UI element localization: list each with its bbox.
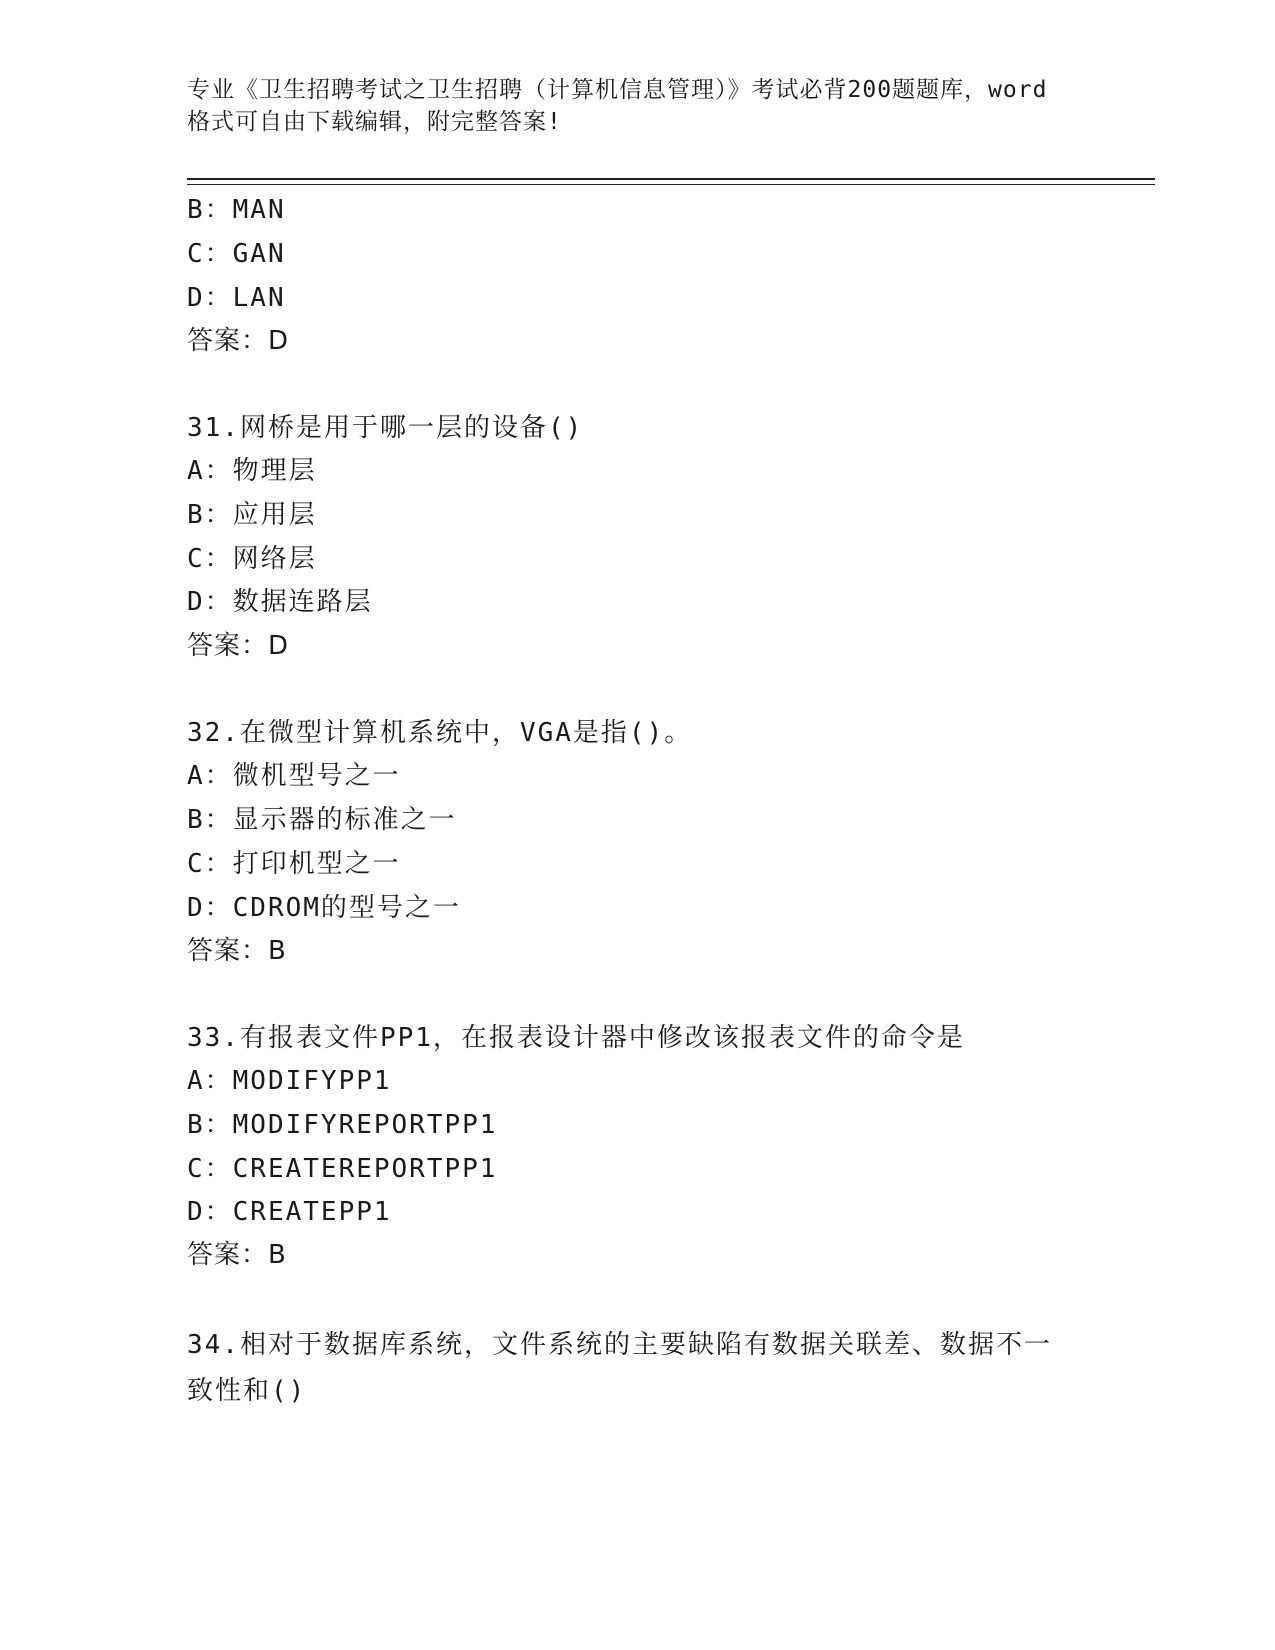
header-title-line-1: 专业《卫生招聘考试之卫生招聘（计算机信息管理）》考试必背200题题库，word — [187, 77, 1048, 103]
q33-option-a: A：MODIFYPP1 — [187, 1066, 392, 1096]
q30-option-d: D：LAN — [187, 283, 286, 313]
q33-question: 33.有报表文件PP1，在报表设计器中修改该报表文件的命令是 — [187, 1023, 965, 1053]
q31-option-c: C：网络层 — [187, 544, 317, 574]
q32-answer: 答案：B — [187, 936, 287, 966]
q31-question: 31.网桥是用于哪一层的设备() — [187, 413, 584, 443]
header-title-line-2: 格式可自由下载编辑，附完整答案! — [187, 109, 562, 135]
page-header — [187, 74, 1087, 138]
q32-question: 32.在微型计算机系统中，VGA是指()。 — [187, 718, 693, 748]
q32-option-d: D：CDROM的型号之一 — [187, 893, 461, 923]
q34-question: 34.相对于数据库系统，文件系统的主要缺陷有数据关联差、数据不一致性和() — [187, 1330, 1052, 1406]
q32-option-b: B：显示器的标准之一 — [187, 805, 457, 835]
q32-option-a: A：微机型号之一 — [187, 761, 401, 791]
q33-option-b: B：MODIFYREPORTPP1 — [187, 1110, 498, 1140]
q31-answer: 答案：D — [187, 631, 290, 661]
header-divider-thick — [187, 178, 1155, 180]
q33-option-d: D：CREATEPP1 — [187, 1197, 392, 1227]
q32-option-c: C：打印机型之一 — [187, 849, 401, 879]
q33-answer: 答案：B — [187, 1240, 287, 1270]
q30-option-c: C：GAN — [187, 239, 286, 269]
q31-option-a: A：物理层 — [187, 456, 317, 486]
q30-answer: 答案：D — [187, 326, 290, 356]
q31-option-d: D：数据连路层 — [187, 587, 373, 617]
q31-option-b: B：应用层 — [187, 500, 317, 530]
q33-option-c: C：CREATEREPORTPP1 — [187, 1154, 498, 1184]
header-divider-thin — [187, 184, 1155, 185]
q30-option-b: B：MAN — [187, 195, 286, 225]
